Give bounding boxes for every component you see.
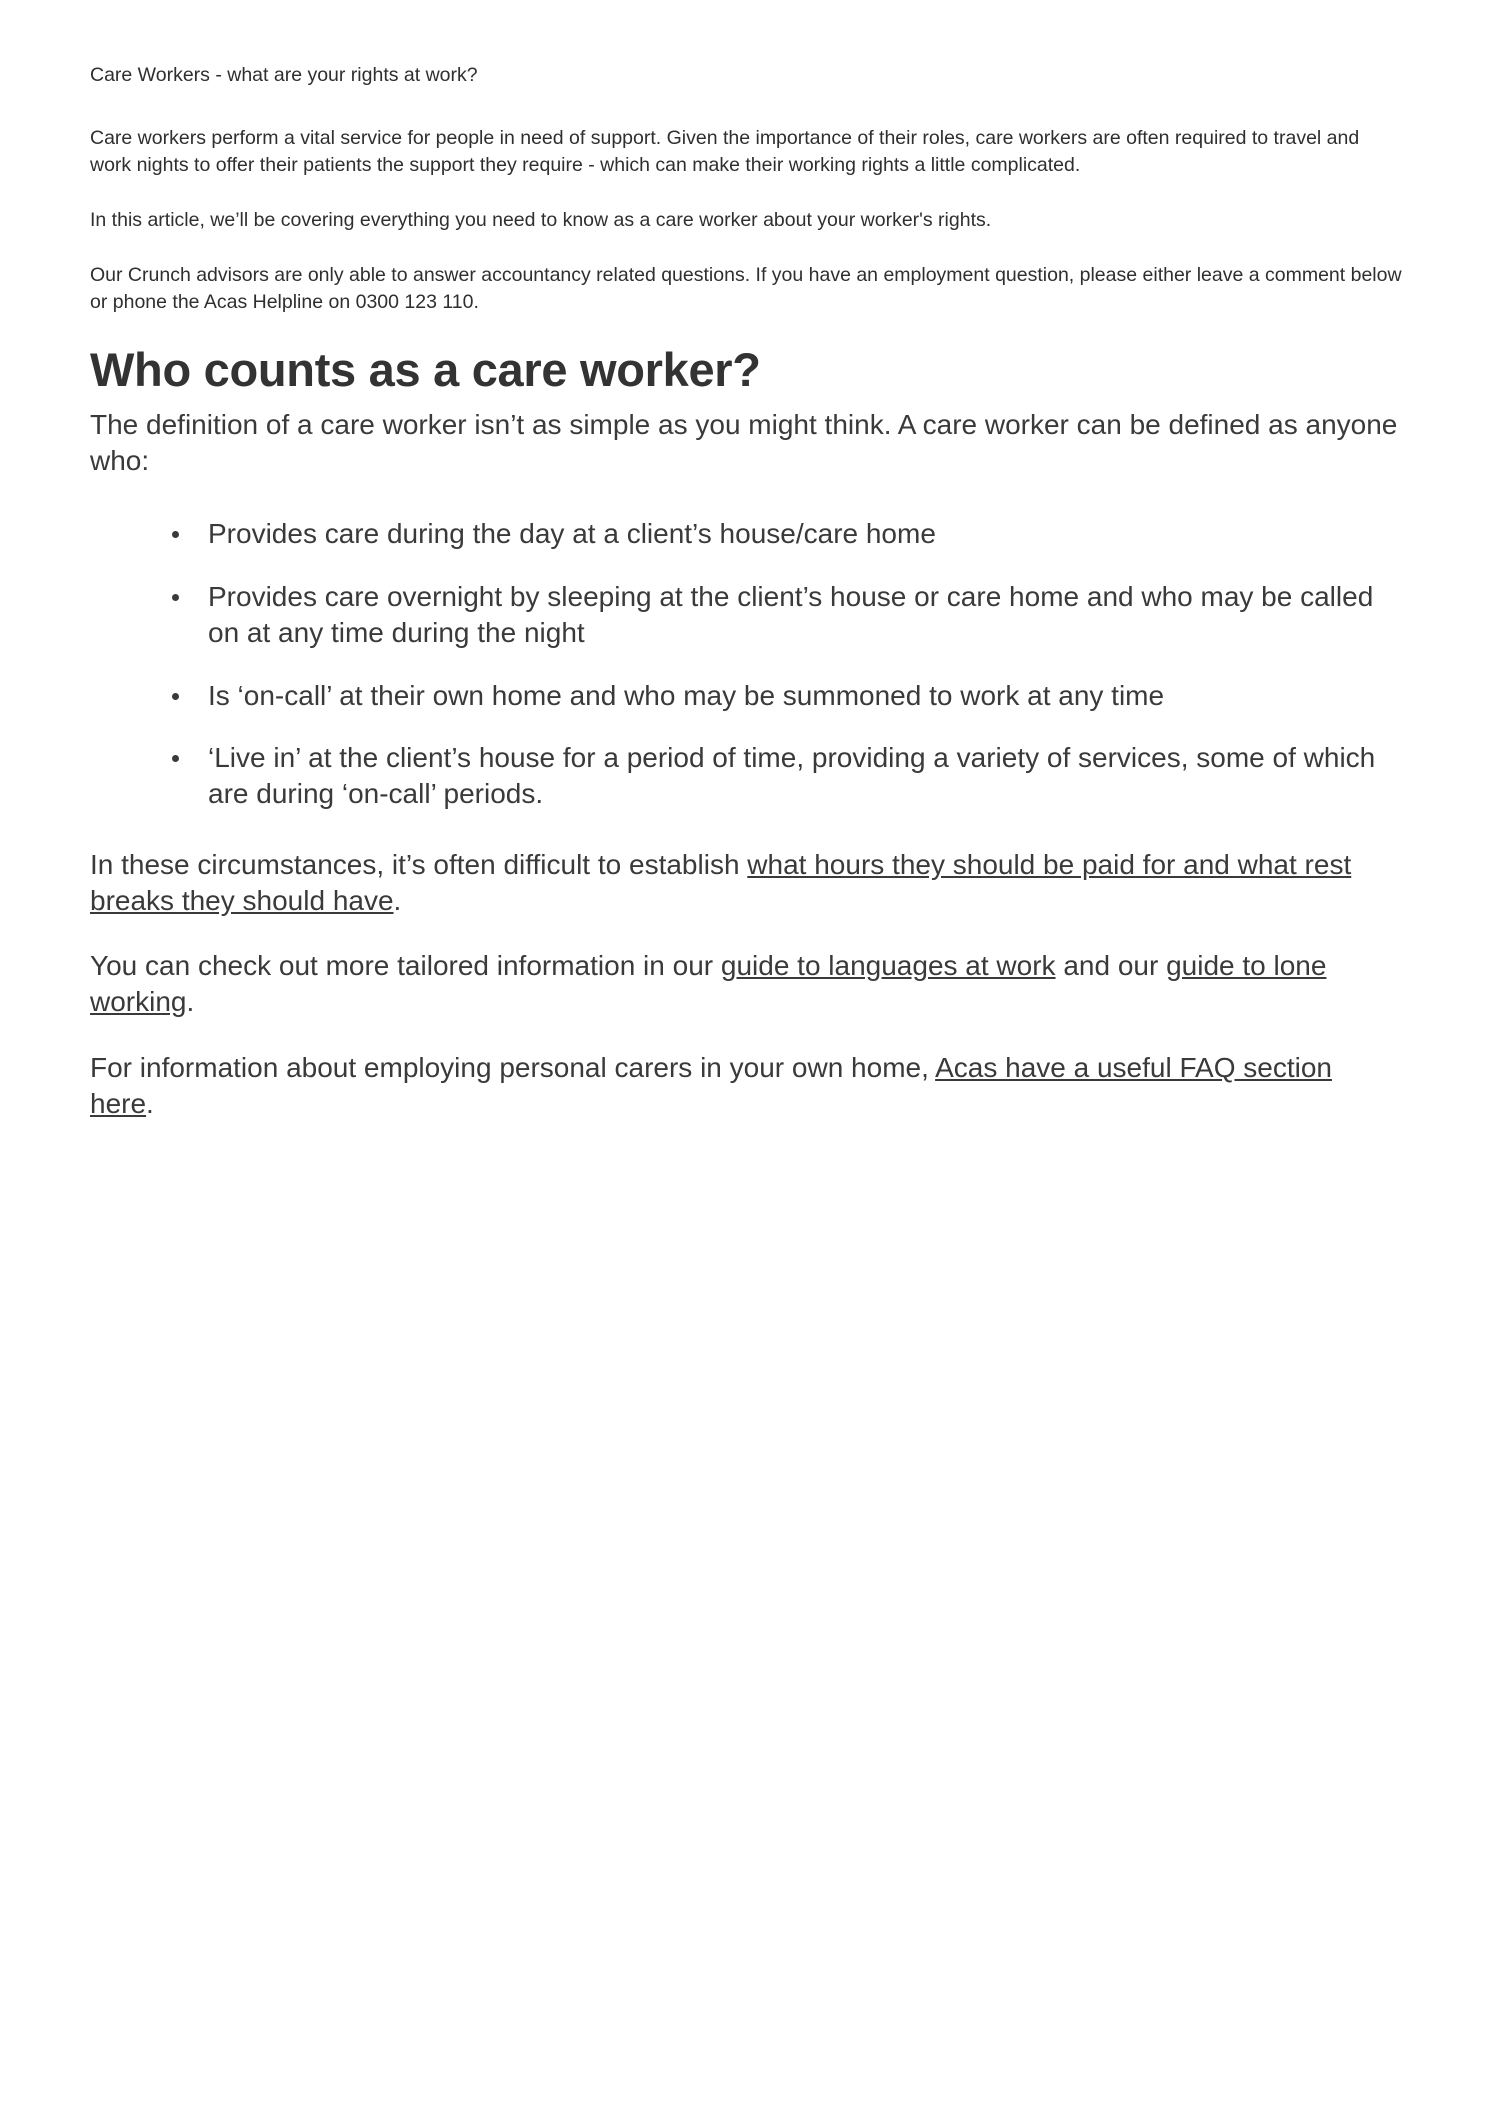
list-item: Provides care during the day at a client’s house/care home <box>168 516 1400 552</box>
link-acas-faq-section[interactable]: Acas have a useful FAQ section here <box>90 1052 1332 1119</box>
paragraph-guides-suffix: . <box>186 986 195 1018</box>
section-lead: The definition of a care worker isn’t as simple as you might think. A care worker can be defined as anyone who: <box>90 408 1398 476</box>
paragraph-acas-suffix: . <box>146 1087 154 1119</box>
paragraph-hours-and-breaks <box>90 847 1400 919</box>
intro-block <box>90 62 1404 317</box>
paragraph-tailored-guides <box>90 948 1400 1020</box>
link-guide-to-languages-at-work[interactable]: guide to languages at work <box>720 950 1056 982</box>
paragraph-guides-prefix: You can check out more tailored information in our <box>90 950 721 982</box>
care-worker-definition-list <box>90 516 1400 812</box>
list-item: Is ‘on-call’ at their own home and who may be summoned to work at any time <box>168 678 1400 714</box>
intro-paragraph-2: In this article, we’ll be covering everything you need to know as a care worker about your worker's rights. <box>90 209 992 232</box>
intro-paragraph-1: Care workers perform a vital service for people in need of support. Given the importance of their roles, care workers are often required to travel and work nights to offer their patients the support they require - which can make their working rights a little complicated. <box>90 126 1360 177</box>
link-hours-and-rest-breaks[interactable]: what hours they should be paid for and what rest breaks they should have <box>90 848 1352 916</box>
paragraph-hours-suffix: . <box>393 884 402 916</box>
section-body <box>90 407 1400 1122</box>
link-guide-to-lone-working[interactable]: guide to lone working <box>90 950 1327 1018</box>
list-item: ‘Live in’ at the client’s house for a period of time, providing a variety of services, some of which are during ‘on-call’ periods. <box>168 740 1400 813</box>
paragraph-hours-prefix: In these circumstances, it’s often difficult to establish <box>90 848 748 880</box>
document-title-line: Care Workers - what are your rights at work? <box>90 64 478 86</box>
paragraph-acas-prefix: For information about employing personal carers in your own home, <box>90 1052 936 1084</box>
paragraph-guides-middle: and our <box>1055 950 1167 982</box>
paragraph-acas-faq <box>90 1050 1400 1122</box>
list-item: Provides care overnight by sleeping at the client’s house or care home and who may be called on at any time during the night <box>168 579 1400 652</box>
intro-paragraph-3: Our Crunch advisors are only able to answer accountancy related questions. If you have an employment question, please either leave a comment below or phone the Acas Helpline on 0300 123 110. <box>90 263 1402 314</box>
page-title: Who counts as a care worker? <box>90 343 761 397</box>
